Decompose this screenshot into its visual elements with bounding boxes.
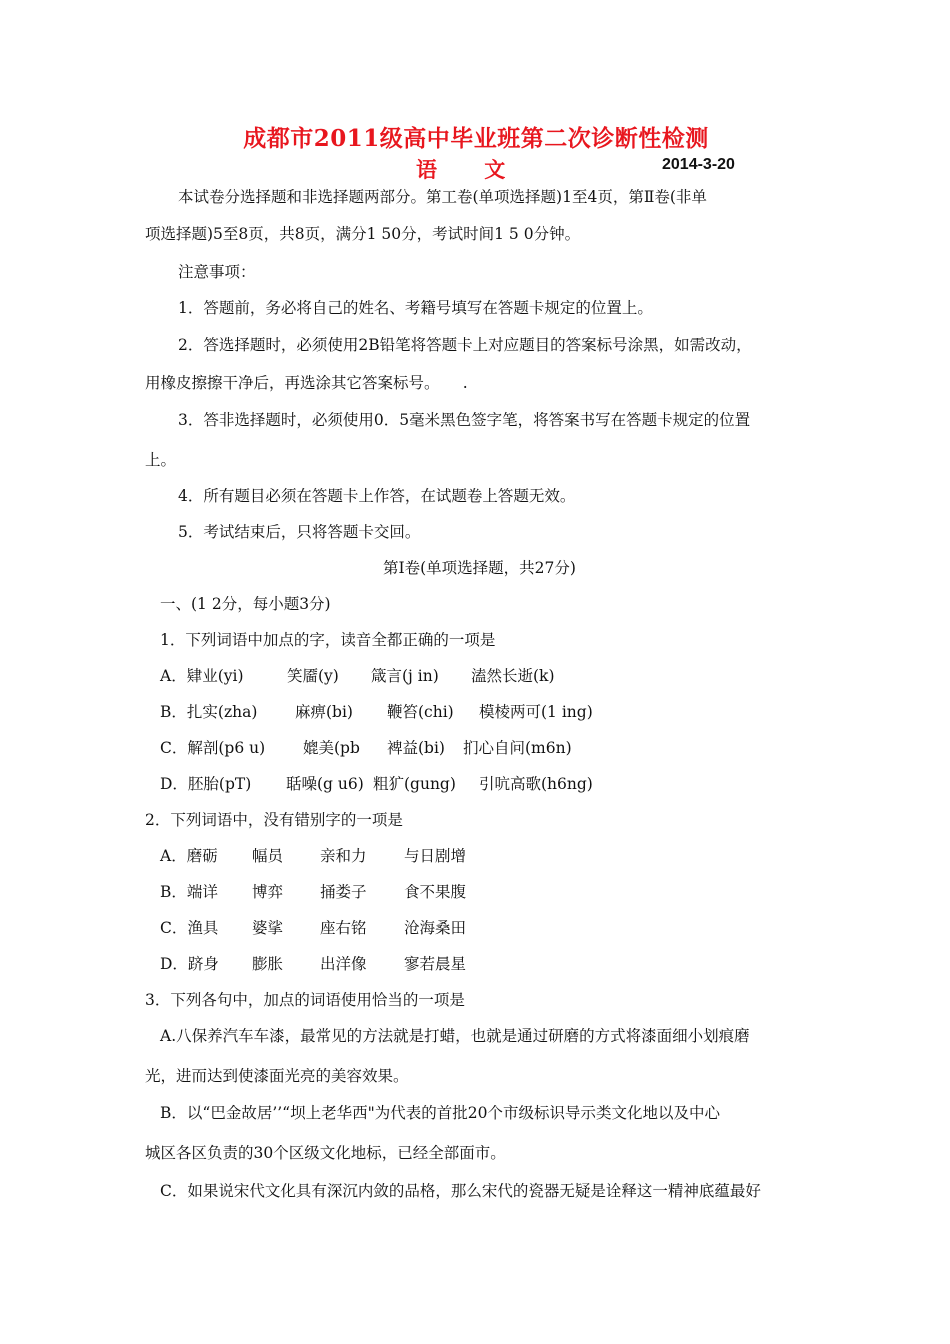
question-2-option-d	[160, 954, 466, 974]
exam-title: 成都市2011级高中毕业班第二次诊断性检测	[243, 125, 709, 152]
question-3-option-a-line-2: 光，进而达到使漆面光亮的美容效果。	[145, 1067, 409, 1085]
option-item: 寥若晨星	[404, 955, 467, 973]
note-2-line-2: 用橡皮擦擦干净后，再选涂其它答案标号。 .	[145, 374, 468, 392]
option-item: 幅员	[252, 847, 284, 865]
option-item: D．跻身	[160, 955, 219, 973]
note-4: 4．所有题目必须在答题卡上作答，在试题卷上答题无效。	[178, 487, 576, 505]
question-3-option-a-line-1: A.八保养汽车车漆，最常见的方法就是打蜡，也就是通过研磨的方式将漆面细小划痕磨	[160, 1027, 750, 1045]
note-1: 1．答题前，务必将自己的姓名、考籍号填写在答题卡规定的位置上。	[178, 299, 653, 317]
note-3-line-1: 3．答非选择题时，必须使用0．5毫米黑色签字笔，将答案书写在答题卡规定的位置	[178, 411, 751, 429]
intro-line-2: 项选择题)5至8页，共8页，满分1 50分，考试时间1 5 0分钟。	[145, 225, 581, 243]
option-item: B．扎实(zha)	[160, 703, 258, 721]
question-3-stem: 3．下列各句中，加点的词语使用恰当的一项是	[145, 991, 465, 1009]
note-2-line-1: 2．答选择题时，必须使用2B铅笔将答题卡上对应题目的答案标号涂黑，如需改动，	[178, 336, 752, 354]
notes-heading: 注意事项：	[178, 263, 256, 281]
exam-subject: 语 文	[416, 157, 526, 182]
question-2-option-a	[160, 846, 466, 866]
question-2-stem: 2．下列词语中，没有错别字的一项是	[145, 811, 403, 829]
option-item: 鞭笞(chi)	[387, 703, 454, 721]
question-1-option-d	[160, 774, 593, 794]
question-1-option-a	[160, 666, 555, 686]
option-item: 座右铭	[320, 919, 367, 937]
question-3-option-b-line-1: B．以“巴金故居’’“坝上老华西"为代表的首批20个市级标识导示类文化地以及中心	[160, 1104, 720, 1122]
option-item: 沧海桑田	[404, 919, 467, 937]
question-2-option-b	[160, 882, 466, 902]
option-item: 箴言(j in)	[371, 667, 439, 685]
option-item: 博弈	[252, 883, 284, 901]
option-item: D．胚胎(pT)	[160, 775, 252, 793]
section-title: 第Ⅰ卷(单项选择题，共27分)	[383, 559, 576, 577]
option-item: 媲美(pb	[303, 739, 360, 757]
option-item: C．渔具	[160, 919, 219, 937]
question-3-option-b-line-2: 城区各区负责的30个区级文化地标，已经全部面市。	[145, 1144, 506, 1162]
option-item: 裨益(bi)	[387, 739, 445, 757]
option-item: 亲和力	[320, 847, 367, 865]
exam-date: 2014-3-20	[662, 156, 735, 173]
option-item: C．解剖(p6 u)	[160, 739, 266, 757]
option-item: A．肄业(yi)	[160, 667, 244, 685]
part-heading: 一、(1 2分，每小题3分)	[160, 595, 331, 613]
note-5: 5．考试结束后，只将答题卡交回。	[178, 523, 421, 541]
option-item: 聒噪(g u6)	[286, 775, 364, 793]
option-item: 与日剧增	[404, 847, 467, 865]
option-item: 婆挲	[252, 919, 284, 937]
option-item: 粗犷(gung)	[373, 775, 456, 793]
option-item: 溘然长逝(k)	[471, 667, 555, 685]
option-item: 出洋像	[320, 955, 367, 973]
option-item: 捅娄子	[320, 883, 367, 901]
intro-line-1: 本试卷分选择题和非选择题两部分。第工卷(单项选择题)1至4页，第Ⅱ卷(非单	[178, 188, 707, 206]
option-item: B．端详	[160, 883, 218, 901]
option-item: 引吭高歌(h6ng)	[479, 775, 593, 793]
option-item: A．磨砺	[160, 847, 218, 865]
question-2-option-c	[160, 918, 466, 938]
option-item: 麻痹(bi)	[295, 703, 353, 721]
question-1-stem: 1．下列词语中加点的字，读音全都正确的一项是	[160, 631, 496, 649]
option-item: 笑靥(y)	[287, 667, 339, 685]
question-1-option-b	[160, 702, 593, 722]
option-item: 扪心自问(m6n)	[463, 739, 572, 757]
question-3-option-c-line-1: C．如果说宋代文化具有深沉内敛的品格，那么宋代的瓷器无疑是诠释这一精神底蕴最好	[160, 1182, 761, 1200]
option-item: 模棱两可(1 ing)	[479, 703, 593, 721]
option-item: 食不果腹	[404, 883, 467, 901]
option-item: 膨胀	[252, 955, 284, 973]
note-3-line-2: 上。	[145, 451, 177, 469]
question-1-option-c	[160, 738, 572, 758]
